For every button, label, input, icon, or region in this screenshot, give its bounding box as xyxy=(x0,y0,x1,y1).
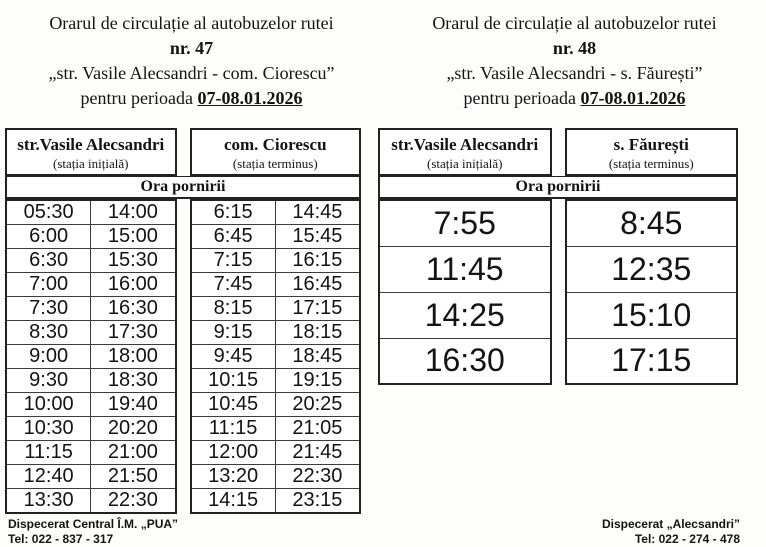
timetable-row xyxy=(379,338,551,384)
departure-time-cell: 14:00 xyxy=(91,200,176,225)
route-48-dispatcher-info xyxy=(602,517,740,547)
departure-time-cell: 16:30 xyxy=(379,338,551,384)
departure-time-cell: 15:45 xyxy=(275,225,360,249)
route-47-time-grids xyxy=(5,199,361,514)
timetable-row xyxy=(191,345,361,369)
departure-time-cell: 13:20 xyxy=(191,465,276,489)
timetable-row xyxy=(191,321,361,345)
timetable-row xyxy=(191,393,361,417)
departure-time-cell: 16:30 xyxy=(91,297,176,321)
timetable-row xyxy=(379,246,551,292)
departure-time-cell: 8:45 xyxy=(566,200,738,246)
route-48-departure-header: Ora pornirii xyxy=(378,176,738,199)
departure-time-cell: 16:00 xyxy=(91,273,176,297)
departure-time-cell: 8:30 xyxy=(6,321,91,345)
departure-time-cell: 21:05 xyxy=(275,417,360,441)
timetable-row xyxy=(191,441,361,465)
route-47-end-station-header xyxy=(190,128,362,176)
departure-time-cell: 6:15 xyxy=(191,200,276,225)
start-station-name: str.Vasile Alecsandri xyxy=(17,135,165,154)
route-47-station-headers xyxy=(5,128,361,176)
route-48-station-headers xyxy=(378,128,738,176)
timetable-row xyxy=(191,465,361,489)
timetable-row xyxy=(6,489,176,514)
start-station-note: (stația inițială) xyxy=(53,156,129,171)
route-48-number: nr. 48 xyxy=(552,38,597,58)
end-station-note: (stația terminus) xyxy=(232,156,318,171)
departure-time-cell: 18:15 xyxy=(275,321,360,345)
route-48-name: „str. Vasile Alecsandri - s. Făurești” xyxy=(446,63,703,83)
departure-time-cell: 12:00 xyxy=(191,441,276,465)
route-47-name: „str. Vasile Alecsandri - com. Ciorescu” xyxy=(48,63,335,83)
departure-time-cell: 12:40 xyxy=(6,465,91,489)
departure-time-cell: 14:25 xyxy=(379,292,551,338)
timetable-row xyxy=(191,297,361,321)
departure-time-cell: 15:30 xyxy=(91,249,176,273)
route-47-number: nr. 47 xyxy=(169,38,214,58)
departure-time-cell: 9:30 xyxy=(6,369,91,393)
route-47-end-departures-table xyxy=(190,199,362,514)
period-label: pentru perioada xyxy=(463,88,576,108)
period-label: pentru perioada xyxy=(80,88,193,108)
timetable-row xyxy=(6,369,176,393)
departure-time-cell: 6:30 xyxy=(6,249,91,273)
departure-time-cell: 13:30 xyxy=(6,489,91,514)
end-station-name: s. Făurești xyxy=(613,135,689,154)
route-48-time-grids xyxy=(378,199,738,385)
departure-time-cell: 7:55 xyxy=(379,200,551,246)
timetable-row xyxy=(566,246,738,292)
route-48-start-station-header xyxy=(378,128,552,176)
timetable-row xyxy=(566,292,738,338)
timetable-row xyxy=(6,297,176,321)
departure-time-cell: 8:15 xyxy=(191,297,276,321)
timetable-row xyxy=(6,345,176,369)
departure-time-cell: 6:45 xyxy=(191,225,276,249)
timetable-row xyxy=(566,338,738,384)
departure-time-cell: 18:45 xyxy=(275,345,360,369)
departure-time-cell: 10:00 xyxy=(6,393,91,417)
departure-time-cell: 21:00 xyxy=(91,441,176,465)
departure-time-cell: 14:15 xyxy=(191,489,276,514)
dispatcher-phone: Tel: 022 - 837 - 317 xyxy=(8,532,114,546)
timetable-row xyxy=(379,200,551,246)
departure-time-cell: 7:15 xyxy=(191,249,276,273)
route-48-end-station-header xyxy=(565,128,739,176)
departure-time-cell: 10:45 xyxy=(191,393,276,417)
timetable-row xyxy=(6,321,176,345)
departure-time-cell: 11:45 xyxy=(379,246,551,292)
departure-time-cell: 9:45 xyxy=(191,345,276,369)
departure-time-cell: 20:25 xyxy=(275,393,360,417)
timetable-row xyxy=(6,393,176,417)
departure-time-cell: 10:30 xyxy=(6,417,91,441)
departure-time-cell: 23:15 xyxy=(275,489,360,514)
timetable-row xyxy=(6,441,176,465)
departure-time-cell: 9:15 xyxy=(191,321,276,345)
departure-time-cell: 11:15 xyxy=(191,417,276,441)
timetable-row xyxy=(191,225,361,249)
timetable-row xyxy=(6,249,176,273)
departure-time-cell: 21:50 xyxy=(91,465,176,489)
route-47-period xyxy=(0,86,383,111)
timetable-row xyxy=(6,465,176,489)
timetable-row xyxy=(191,200,361,225)
period-date: 07-08.01.2026 xyxy=(580,88,686,108)
route-47-departure-header: Ora pornirii xyxy=(5,176,361,199)
dispatcher-phone: Tel: 022 - 274 - 478 xyxy=(634,532,740,546)
departure-time-cell: 7:00 xyxy=(6,273,91,297)
start-station-name: str.Vasile Alecsandri xyxy=(391,135,539,154)
route-47-dispatcher-info xyxy=(8,517,178,547)
departure-time-cell: 7:30 xyxy=(6,297,91,321)
departure-time-cell: 17:30 xyxy=(91,321,176,345)
departure-time-cell: 17:15 xyxy=(275,297,360,321)
departure-time-cell: 17:15 xyxy=(566,338,738,384)
departure-time-cell: 22:30 xyxy=(275,465,360,489)
route-48-start-departures-table xyxy=(378,199,552,385)
route-47-title: Orarul de circulație al autobuzelor rutei xyxy=(49,13,334,33)
timetable-row xyxy=(191,273,361,297)
timetable-row xyxy=(6,273,176,297)
route-47-start-departures-table xyxy=(5,199,177,514)
departure-time-cell: 21:45 xyxy=(275,441,360,465)
route-47-timetable xyxy=(5,128,361,514)
timetable-row xyxy=(191,417,361,441)
timetable-row xyxy=(6,225,176,249)
route-48-title-block xyxy=(383,11,766,111)
route-48-title: Orarul de circulație al autobuzelor rutei xyxy=(432,13,717,33)
start-station-note: (stația inițială) xyxy=(427,156,503,171)
timetable-row xyxy=(191,369,361,393)
timetable-row xyxy=(566,200,738,246)
period-date: 07-08.01.2026 xyxy=(197,88,303,108)
route-48-period xyxy=(383,86,766,111)
timetable-row xyxy=(6,200,176,225)
departure-time-cell: 18:00 xyxy=(91,345,176,369)
route-47-title-block xyxy=(0,11,383,111)
departure-time-cell: 19:40 xyxy=(91,393,176,417)
departure-time-cell: 15:10 xyxy=(566,292,738,338)
departure-time-cell: 6:00 xyxy=(6,225,91,249)
route-48-timetable xyxy=(378,128,738,385)
departure-time-cell: 22:30 xyxy=(91,489,176,514)
timetable-row xyxy=(191,249,361,273)
departure-time-cell: 10:15 xyxy=(191,369,276,393)
route-48-end-departures-table xyxy=(565,199,739,385)
departure-time-cell: 7:45 xyxy=(191,273,276,297)
dispatcher-name: Dispecerat Central Î.M. „PUA” xyxy=(8,517,179,531)
departure-time-cell: 16:15 xyxy=(275,249,360,273)
end-station-name: com. Ciorescu xyxy=(223,135,327,154)
departure-time-cell: 18:30 xyxy=(91,369,176,393)
departure-time-cell: 05:30 xyxy=(6,200,91,225)
departure-time-cell: 9:00 xyxy=(6,345,91,369)
dispatcher-name: Dispecerat „Alecsandri” xyxy=(601,517,740,531)
departure-time-cell: 12:35 xyxy=(566,246,738,292)
departure-time-cell: 15:00 xyxy=(91,225,176,249)
departure-time-cell: 14:45 xyxy=(275,200,360,225)
departure-time-cell: 16:45 xyxy=(275,273,360,297)
departure-time-cell: 11:15 xyxy=(6,441,91,465)
end-station-note: (stația terminus) xyxy=(608,156,694,171)
timetable-row xyxy=(191,489,361,514)
departure-time-cell: 20:20 xyxy=(91,417,176,441)
departure-time-cell: 19:15 xyxy=(275,369,360,393)
timetable-row xyxy=(379,292,551,338)
timetable-row xyxy=(6,417,176,441)
route-47-start-station-header xyxy=(5,128,177,176)
